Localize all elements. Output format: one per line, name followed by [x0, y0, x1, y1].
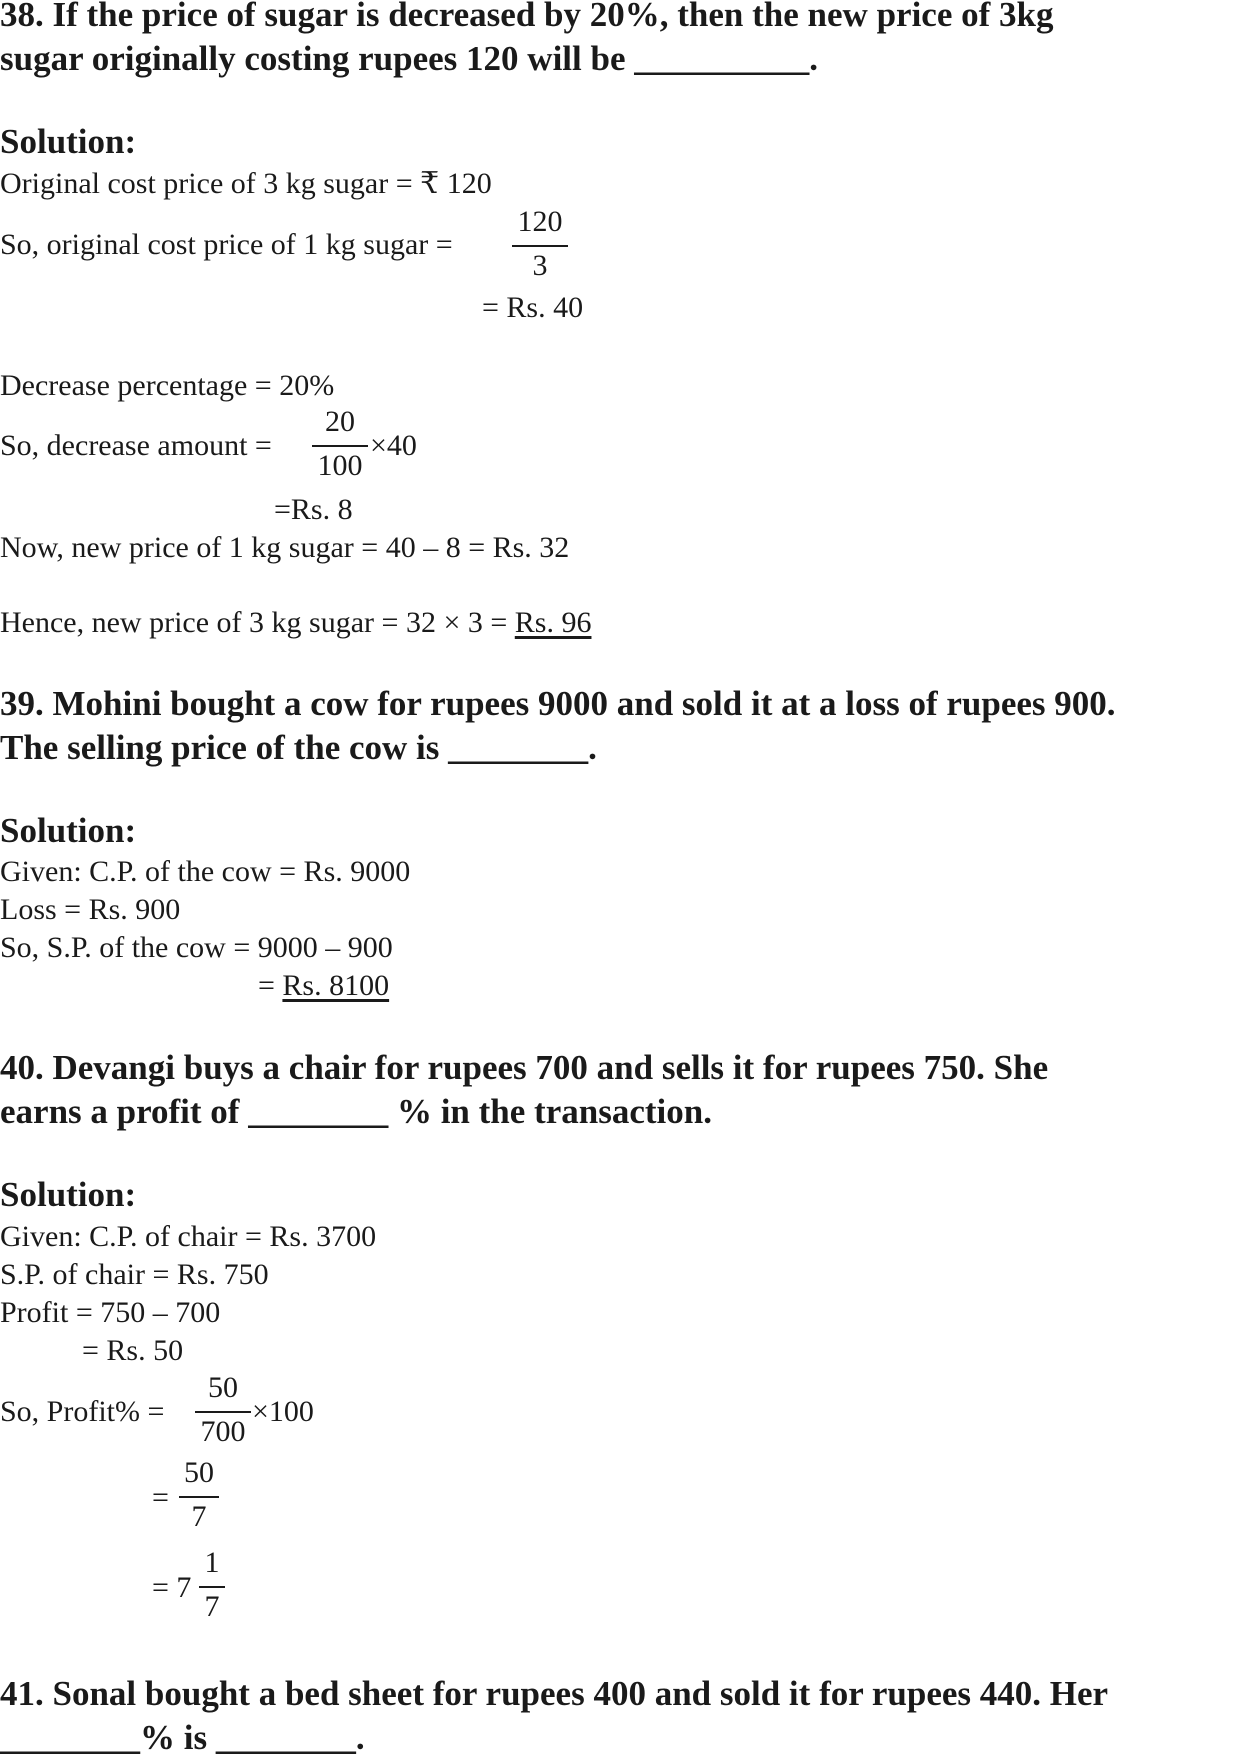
- fraction-denominator: 700: [200, 1415, 246, 1448]
- fraction-denominator: 7: [204, 1590, 220, 1623]
- fraction-bar: [195, 1411, 251, 1413]
- question-41-line-1: 41. Sonal bought a bed sheet for rupees 400 and sold it for rupees 440. Her: [0, 1674, 1109, 1713]
- question-40-line-2: earns a profit of ________ % in the transaction.: [0, 1092, 712, 1131]
- fraction-denominator: 3: [532, 249, 548, 282]
- question-41-line-2: ________% is ________.: [0, 1718, 365, 1757]
- solution-39-line-4-text: =: [258, 969, 283, 1002]
- fraction-numerator: 20: [325, 405, 355, 438]
- solution-38-line-5-tail: ×40: [370, 429, 417, 462]
- question-38-line-1: 38. If the price of sugar is decreased by 20%, then the new price of 3kg: [0, 0, 1054, 34]
- question-39-line-1: 39. Mohini bought a cow for rupees 9000 and sold it at a loss of rupees 900.: [0, 684, 1116, 723]
- solution-38-line-4: Decrease percentage = 20%: [0, 369, 335, 402]
- solution-39-line-4: [258, 968, 389, 1004]
- solution-38-line-3: = Rs. 40: [482, 291, 584, 324]
- solution-heading-40: Solution:: [0, 1175, 137, 1214]
- solution-heading-38: Solution:: [0, 122, 137, 161]
- fraction-numerator: 50: [184, 1456, 214, 1489]
- solution-40-line-2: S.P. of chair = Rs. 750: [0, 1258, 269, 1291]
- solution-40-line-5-tail: ×100: [252, 1395, 314, 1428]
- fraction-numerator: 1: [204, 1546, 220, 1579]
- fraction-bar: [312, 445, 368, 447]
- fraction-denominator: 7: [191, 1500, 207, 1533]
- solution-heading-39: Solution:: [0, 811, 137, 850]
- solution-39-line-3: So, S.P. of the cow = 9000 – 900: [0, 931, 393, 964]
- fraction-denominator: 100: [317, 449, 363, 482]
- fraction-bar: [512, 245, 568, 247]
- fraction-numerator: 50: [208, 1371, 238, 1404]
- fraction-numerator: 120: [517, 205, 563, 238]
- answer-38: Rs. 96: [514, 606, 592, 639]
- solution-38-line-5: So, decrease amount =: [0, 429, 272, 462]
- solution-40-equals-3: = 7: [152, 1571, 192, 1604]
- question-40-line-1: 40. Devangi buys a chair for rupees 700 and sells it for rupees 750. She: [0, 1048, 1049, 1087]
- solution-38-line-7: Now, new price of 1 kg sugar = 40 – 8 = Rs. 32: [0, 531, 570, 564]
- solution-40-equals-2: =: [152, 1481, 169, 1514]
- solution-39-line-2: Loss = Rs. 900: [0, 893, 181, 926]
- solution-40-line-5: So, Profit% =: [0, 1395, 165, 1428]
- answer-39: Rs. 8100: [282, 969, 390, 1002]
- question-38-line-2: sugar originally costing rupees 120 will be __________.: [0, 39, 818, 78]
- solution-39-line-1: Given: C.P. of the cow = Rs. 9000: [0, 855, 411, 888]
- solution-38-line-8: [0, 605, 591, 641]
- solution-38-line-8-text: Hence, new price of 3 kg sugar = 32 × 3 =: [0, 606, 515, 639]
- solution-40-line-4: = Rs. 50: [82, 1334, 184, 1367]
- solution-38-line-6: =Rs. 8: [274, 493, 353, 526]
- solution-38-line-2: So, original cost price of 1 kg sugar =: [0, 228, 453, 261]
- fraction-bar: [179, 1496, 219, 1498]
- fraction-bar: [199, 1586, 225, 1588]
- solution-38-line-1: Original cost price of 3 kg sugar = ₹ 120: [0, 167, 492, 200]
- question-39-line-2: The selling price of the cow is ________.: [0, 728, 597, 767]
- solution-40-line-1: Given: C.P. of chair = Rs. 3700: [0, 1220, 377, 1253]
- solution-40-line-3: Profit = 750 – 700: [0, 1296, 221, 1329]
